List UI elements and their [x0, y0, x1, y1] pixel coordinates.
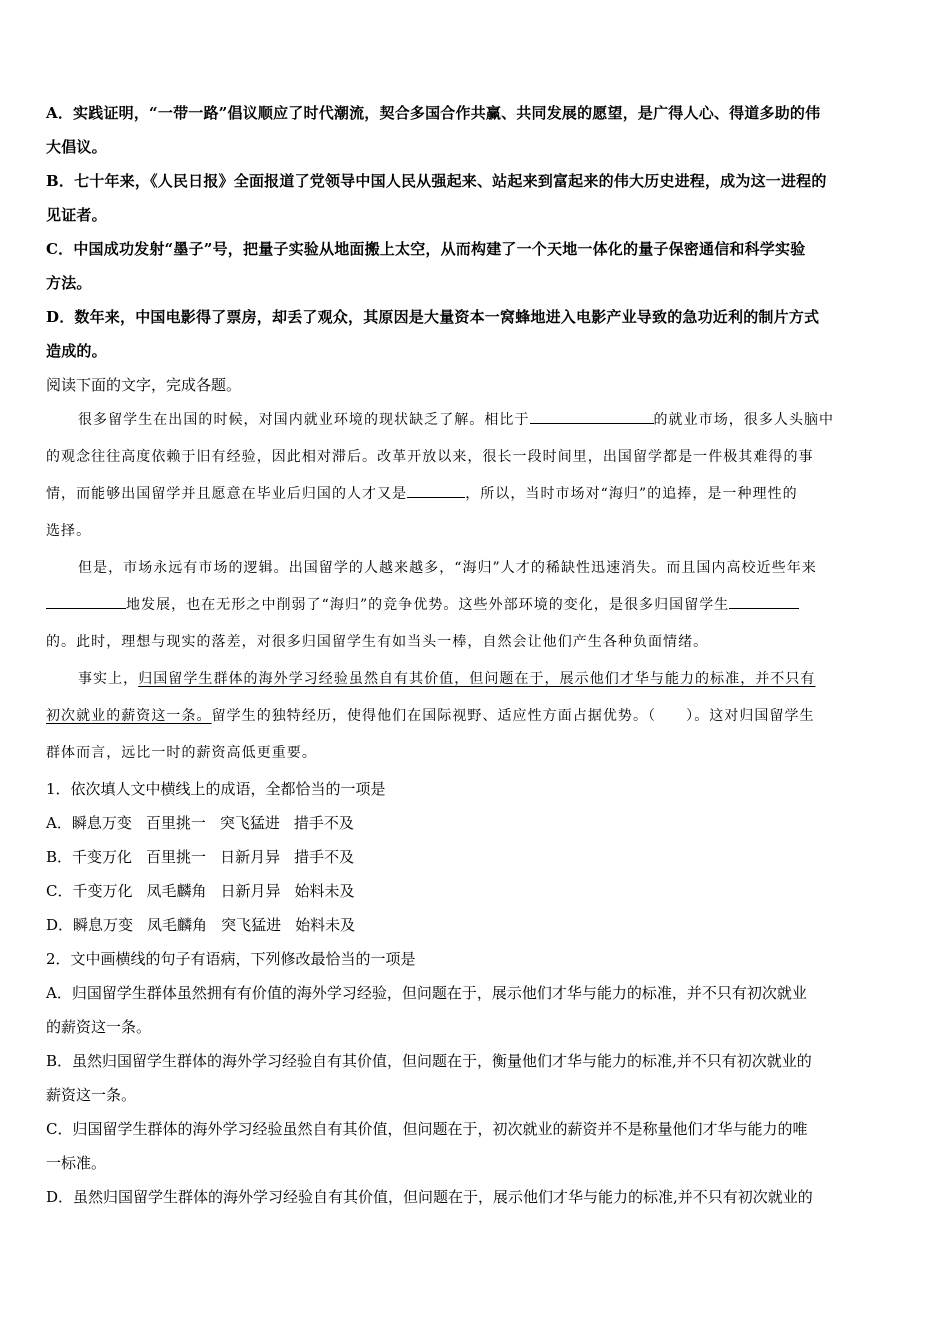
question-2-option-d[interactable] — [46, 1180, 906, 1214]
question-1-option-d[interactable] — [46, 908, 906, 942]
underlined-sentence: 初次就业的薪资这一条。 — [46, 708, 212, 724]
passage-text: ，所以，当时市场对“海归”的追捧，是一种理性的 — [465, 486, 798, 502]
prev-option-c-line1: C．中国成功发射“墨子”号，把量子实验从地面搬上太空，从而构建了一个天地一体化的量子保密通信和科学实验 — [46, 240, 806, 258]
question-1-option-c[interactable] — [46, 874, 906, 908]
option-word: 措手不及 — [293, 814, 354, 832]
option-line: 的薪资这一条。 — [46, 1018, 152, 1036]
passage-text: 的就业市场，很多人头脑中 — [653, 412, 835, 428]
question-1-option-b[interactable] — [46, 840, 906, 874]
prev-option-a-line1: A．实践证明，“一带一路”倡议顺应了时代潮流，契合多国合作共赢、共同发展的愿望，是广得人心、得道多助的伟 — [46, 104, 821, 122]
option-word: 始料未及 — [295, 916, 356, 934]
fill-blank-3[interactable] — [46, 594, 126, 609]
question-2-option-c[interactable] — [46, 1112, 906, 1180]
option-word: 突飞猛进 — [221, 916, 282, 934]
option-line: 薪资这一条。 — [46, 1086, 137, 1104]
passage-text: 情，而能够出国留学并且愿意在毕业后归国的人才又是 — [46, 486, 408, 502]
option-label: B． — [46, 848, 73, 866]
prev-option-d-line1: D．数年来，中国电影得了票房，却丢了观众，其原因是大量资本一窝蜂地进入电影产业导致的急功近利的制片方式 — [46, 308, 820, 326]
passage-text: 事实上， — [78, 671, 139, 687]
prev-option-a-line2: 大倡议。 — [46, 138, 107, 156]
question-1-option-a[interactable] — [46, 806, 906, 840]
passage-p3-line1 — [46, 661, 906, 698]
option-word: 千变万化 — [72, 848, 133, 866]
option-word: 百里挑一 — [145, 814, 206, 832]
passage-text: 地发展，也在无形之中削弱了“海归”的竞争优势。这些外部环境的变化，是很多归国留学生 — [126, 597, 730, 613]
option-word: 突飞猛进 — [219, 814, 280, 832]
option-word: 日新月异 — [220, 882, 281, 900]
option-word: 瞬息万变 — [73, 916, 134, 934]
option-word: 措手不及 — [294, 848, 355, 866]
underlined-sentence: 归国留学生群体的海外学习经验虽然自有其价值，但问题在于，展示他们才华与能力的标准，并不只有 — [138, 671, 816, 687]
fill-blank-1[interactable] — [530, 409, 654, 424]
passage-p1-line1 — [46, 402, 906, 439]
question-1 — [46, 772, 906, 942]
option-word: 凤毛麟角 — [146, 882, 207, 900]
option-line: B．虽然归国留学生群体的海外学习经验自有其价值，但问题在于，衡量他们才华与能力的标准,并不只有初次就业的 — [46, 1052, 812, 1070]
option-label: C． — [46, 882, 73, 900]
prev-option-b-line2: 见证者。 — [46, 206, 107, 224]
reading-instruction: 阅读下面的文字，完成各题。 — [46, 376, 242, 394]
question-1-stem: 1．依次填人文中横线上的成语，全都恰当的一项是 — [46, 780, 386, 798]
option-word: 百里挑一 — [146, 848, 207, 866]
passage-p2-line2 — [46, 587, 906, 624]
option-line: D．虽然归国留学生群体的海外学习经验自有其价值，但问题在于，展示他们才华与能力的标准,并不只有初次就业的 — [46, 1188, 813, 1206]
option-word: 始料未及 — [294, 882, 355, 900]
passage-p1-line2: 的观念往往高度依赖于旧有经验，因此相对滞后。改革开放以来，很长一段时间里，出国留学都是一件极其难得的事 — [46, 449, 814, 465]
option-word: 日新月异 — [220, 848, 281, 866]
reading-passage — [46, 402, 906, 772]
option-word: 凤毛麟角 — [147, 916, 208, 934]
passage-p2-line3: 的。此时，理想与现实的落差，对很多归国留学生有如当头一棒，自然会让他们产生各种负面情绪。 — [46, 634, 709, 650]
prev-question-options — [46, 96, 906, 368]
passage-p1-line4: 选择。 — [46, 523, 92, 539]
question-2-option-a[interactable] — [46, 976, 906, 1044]
question-2 — [46, 942, 906, 1214]
passage-p2-line1: 但是，市场永远有市场的逻辑。出国留学的人越来越多，“海归”人才的稀缺性迅速消失。而且国内高校近些年来 — [78, 560, 817, 576]
passage-p1-line3 — [46, 476, 906, 513]
passage-p3-line2 — [46, 698, 906, 735]
option-line: C．归国留学生群体的海外学习经验虽然自有其价值，但问题在于，初次就业的薪资并不是称量他们才华与能力的唯 — [46, 1120, 808, 1138]
question-2-stem: 2．文中画横线的句子有语病，下列修改最恰当的一项是 — [46, 950, 416, 968]
option-word: 瞬息万变 — [71, 814, 132, 832]
option-line: 一标准。 — [46, 1154, 107, 1172]
option-label: D． — [46, 916, 74, 934]
option-line: A．归国留学生群体虽然拥有有价值的海外学习经验，但问题在于，展示他们才华与能力的标准，并不只有初次就业 — [46, 984, 807, 1002]
prev-option-c-line2: 方法。 — [46, 274, 92, 292]
passage-p3-line3: 群体而言，远比一时的薪资高低更重要。 — [46, 745, 317, 761]
passage-text: 留学生的独特经历，使得他们在国际视野、适应性方面占据优势。（ ）。这对归国留学生 — [211, 708, 815, 724]
passage-text: 很多留学生在出国的时候，对国内就业环境的现状缺乏了解。相比于 — [78, 412, 530, 428]
question-2-option-b[interactable] — [46, 1044, 906, 1112]
fill-blank-2[interactable] — [407, 483, 465, 498]
prev-option-b-line1: B．七十年来，《人民日报》全面报道了党领导中国人民从强起来、站起来到富起来的伟大历史进程，成为这一进程的 — [46, 172, 827, 190]
option-word: 千变万化 — [72, 882, 133, 900]
fill-blank-4[interactable] — [729, 594, 799, 609]
option-label: A． — [46, 814, 72, 832]
document-page — [46, 96, 906, 1214]
prev-option-d-line2: 造成的。 — [46, 342, 107, 360]
